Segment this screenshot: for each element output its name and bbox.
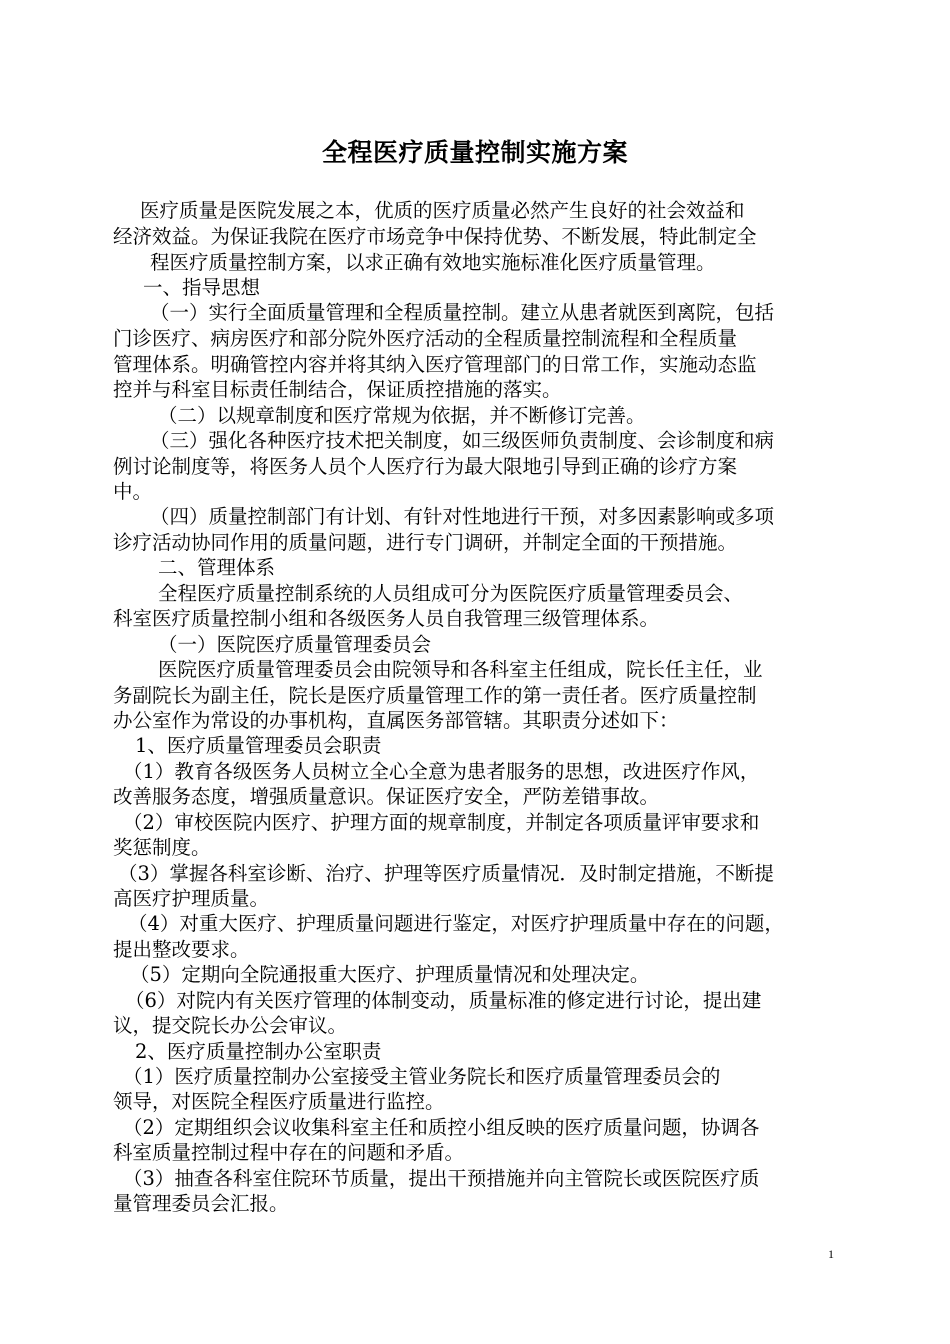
- paragraph-line: 管理体系。明确管控内容并将其纳入医疗管理部门的日常工作，实施动态监: [113, 353, 757, 376]
- paragraph-line: 科室质量控制过程中存在的问题和矛盾。: [113, 1141, 465, 1164]
- paragraph-line: 量管理委员会汇报。: [113, 1192, 289, 1215]
- subsection-heading: 2、医疗质量控制办公室职责: [135, 1040, 382, 1063]
- paragraph-line: 经济效益。为保证我院在医疗市场竞争中保持优势、不断发展，特此制定全: [113, 225, 757, 248]
- document-title: 全程医疗质量控制实施方案: [321, 138, 628, 167]
- paragraph-line: 领导，对医院全程医疗质量进行监控。: [113, 1090, 445, 1113]
- paragraph-line: （一）实行全面质量管理和全程质量控制。建立从患者就医到离院，包括: [150, 301, 775, 324]
- paragraph-line: 门诊医疗、病房医疗和部分院外医疗活动的全程质量控制流程和全程质量: [113, 327, 738, 350]
- paragraph-line: 医疗质量是医院发展之本，优质的医疗质量必然产生良好的社会效益和: [140, 199, 745, 222]
- paragraph-line: （二）以规章制度和医疗常规为依据，并不断修订完善。: [158, 404, 646, 427]
- paragraph-line: 议，提交院长办公会审议。: [113, 1014, 348, 1037]
- paragraph-line: （1）医疗质量控制办公室接受主管业务院长和医疗质量管理委员会的: [123, 1065, 721, 1088]
- paragraph-line: （4）对重大医疗、护理质量问题进行鉴定，对医疗护理质量中存在的问题，: [128, 912, 784, 935]
- paragraph-line: 中。: [113, 480, 153, 503]
- paragraph-line: 务副院长为副主任，院长是医疗质量管理工作的第一责任者。医疗质量控制: [113, 684, 757, 707]
- paragraph-line: （三）强化各种医疗技术把关制度，如三级医师负责制度、会诊制度和病: [150, 429, 775, 452]
- subsection-heading: （一）医院医疗质量管理委员会: [158, 633, 432, 656]
- page-number: 1: [828, 1247, 834, 1261]
- paragraph-line: 程医疗质量控制方案，以求正确有效地实施标准化医疗质量管理。: [150, 251, 716, 274]
- paragraph-line: （3）掌握各科室诊断、治疗、护理等医疗质量情况．及时制定措施，不断提: [118, 862, 774, 885]
- paragraph-line: 全程医疗质量控制系统的人员组成可分为医院医疗质量管理委员会、: [158, 582, 744, 605]
- paragraph-line: 改善服务态度，增强质量意识。保证医疗安全，严防差错事故。: [113, 785, 660, 808]
- paragraph-line: （2）定期组织会议收集科室主任和质控小组反映的医疗质量问题，协调各: [123, 1116, 760, 1139]
- paragraph-line: 控并与科室目标责任制结合，保证质控措施的落实。: [113, 378, 562, 401]
- paragraph-line: （6）对院内有关医疗管理的体制变动，质量标准的修定进行讨论，提出建: [125, 989, 762, 1012]
- paragraph-line: （5）定期向全院通报重大医疗、护理质量情况和处理决定。: [130, 963, 650, 986]
- paragraph-line: 科室医疗质量控制小组和各级医务人员自我管理三级管理体系。: [113, 607, 660, 630]
- subsection-heading: 1、医疗质量管理委员会职责: [135, 734, 382, 757]
- paragraph-line: 奖惩制度。: [113, 836, 211, 859]
- paragraph-line: 例讨论制度等，将医务人员个人医疗行为最大限地引导到正确的诊疗方案: [113, 455, 738, 478]
- paragraph-line: 提出整改要求。: [113, 938, 250, 961]
- paragraph-line: 医院医疗质量管理委员会由院领导和各科室主任组成，院长任主任，业: [158, 658, 763, 681]
- paragraph-line: （2）审校医院内医疗、护理方面的规章制度，并制定各项质量评审要求和: [123, 811, 760, 834]
- paragraph-line: 诊疗活动协同作用的质量问题，进行专门调研，并制定全面的干预措施。: [113, 531, 738, 554]
- section-heading: 二、管理体系: [158, 556, 276, 579]
- paragraph-line: 高医疗护理质量。: [113, 887, 270, 910]
- paragraph-line: 办公室作为常设的办事机构，直属医务部管辖。其职责分述如下：: [113, 709, 679, 732]
- section-heading: 一、指导思想: [143, 276, 261, 299]
- paragraph-line: （四）质量控制部门有计划、有针对性地进行干预，对多因素影响或多项: [150, 505, 775, 528]
- paragraph-line: （3）抽查各科室住院环节质量，提出干预措施并向主管院长或医院医疗质: [123, 1167, 760, 1190]
- paragraph-line: （1）教育各级医务人员树立全心全意为患者服务的思想，改进医疗作风，: [123, 760, 760, 783]
